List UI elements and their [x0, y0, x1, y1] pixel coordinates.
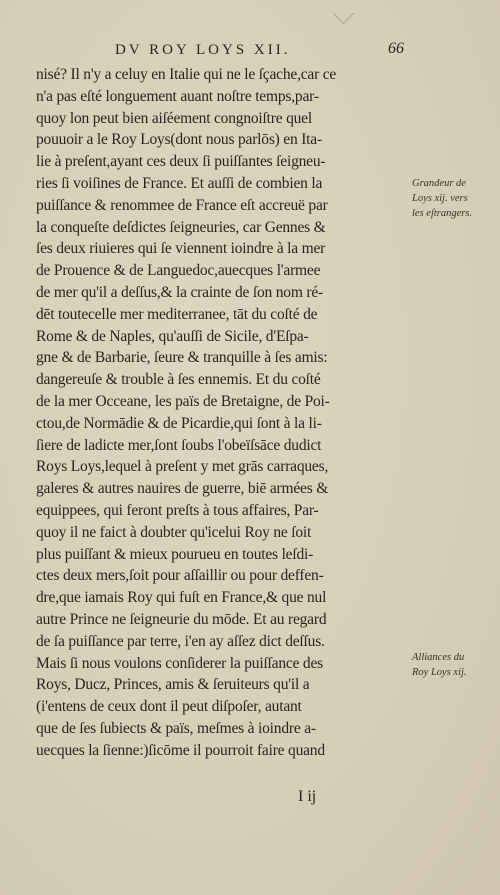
running-title: DV ROY LOYS XII.: [115, 42, 291, 58]
text-line: puiſſance & renommee de France eſt accreuë par: [36, 196, 328, 214]
page-header: [0, 40, 500, 64]
margin-note-line: Grandeur de: [412, 178, 466, 189]
margin-note-line: Roy Loys xij.: [412, 667, 467, 678]
text-line: dēt toutecelle mer mediterranee, tāt du coſté de: [36, 305, 318, 323]
text-line: ries ſi voiſines de France. Et auſſi de combien la: [36, 174, 323, 192]
text-line: Roys, Ducz, Princes, amis & ſeruiteurs qu'il a: [36, 676, 310, 694]
text-line: lie à preſent,ayant ces deux ſi puiſſantes ſeigneu-: [36, 153, 326, 171]
text-line: plus puiſſant & mieux pourueu en toutes leſdi-: [36, 545, 314, 563]
text-line: equippees, qui feront preſts à tous affaires, Par-: [36, 501, 319, 519]
text-line: ſes deux riuieres qui ſe viennent ioindre à la mer: [36, 240, 326, 258]
text-line: gne & de Barbarie, ſeure & tranquille à ſes amis:: [36, 349, 328, 367]
text-line: Mais ſi nous voulons conſiderer la puiſſance des: [36, 654, 323, 672]
margin-note-line: les eſtrangers.: [412, 208, 473, 219]
margin-note-line: Loys xij. vers: [412, 193, 468, 204]
text-line: ctou,de Normādie & de Picardie,qui ſont à la li-: [36, 414, 322, 432]
text-line: que de ſes ſubiects & païs, meſmes à ioindre a-: [36, 719, 316, 737]
text-line: dre,que iamais Roy qui fuſt en France,& que nul: [36, 589, 327, 607]
page-number: 66: [388, 40, 404, 57]
text-line: (i'entens de ceux dont il peut diſpoſer, autant: [36, 698, 302, 716]
text-line: uecques la ſienne:)ſicōme il pourroit faire quand: [36, 741, 325, 759]
text-line: ſiere de ladicte mer,ſont ſoubs l'obeïſsāce dudict: [36, 436, 322, 454]
text-line: Rome & de Naples, qu'auſſi de Sicile, d'Eſpa-: [36, 327, 309, 345]
text-line: n'a pas eſté longuement auant noſtre temps,par-: [36, 87, 319, 105]
text-line: dangereuſe & trouble à ſes ennemis. Et du coſté: [36, 371, 321, 389]
text-line: nisé? Il n'y a celuy en Italie qui ne le ſçache,car ce: [36, 66, 337, 83]
text-line: Roys Loys,lequel à preſent y met grās carraques,: [36, 458, 329, 476]
text-line: la conqueſte deſdictes ſeigneuries, car Gennes &: [36, 218, 326, 236]
margin-note-line: Alliances du: [412, 652, 465, 663]
main-text-block: [36, 64, 416, 762]
text-line: autre Prince ne ſeigneurie du mōde. Et au regard: [36, 610, 327, 628]
text-line: de ſa puiſſance par terre, i'en ay aſſez dict deſſus.: [36, 632, 325, 650]
text-line: de la mer Occeane, les païs de Bretaigne, de Poi-: [36, 392, 330, 410]
text-line: quoy il ne faict à doubter qu'icelui Roy ne ſoit: [36, 523, 312, 541]
text-line: quoy lon peut bien aiſéement congnoiſtre quel: [36, 109, 312, 127]
text-line: pouuoir a le Roy Loys(dont nous parlōs) en Ita-: [36, 131, 322, 149]
text-line: galeres & autres nauires de guerre, biē armées &: [36, 480, 329, 498]
margin-note-alliances: [412, 650, 467, 680]
text-line: ctes deux mers,ſoit pour aſſaillir ou pour deffen-: [36, 567, 324, 585]
text-line: de Prouence & de Languedoc,auecques l'armee: [36, 262, 321, 280]
page-corner-mark: [333, 3, 354, 24]
margin-note-grandeur: [412, 176, 472, 221]
text-line: de mer qu'il a deſſus,& la crainte de ſon nom ré-: [36, 283, 323, 301]
signature-mark: I ij: [298, 788, 317, 805]
